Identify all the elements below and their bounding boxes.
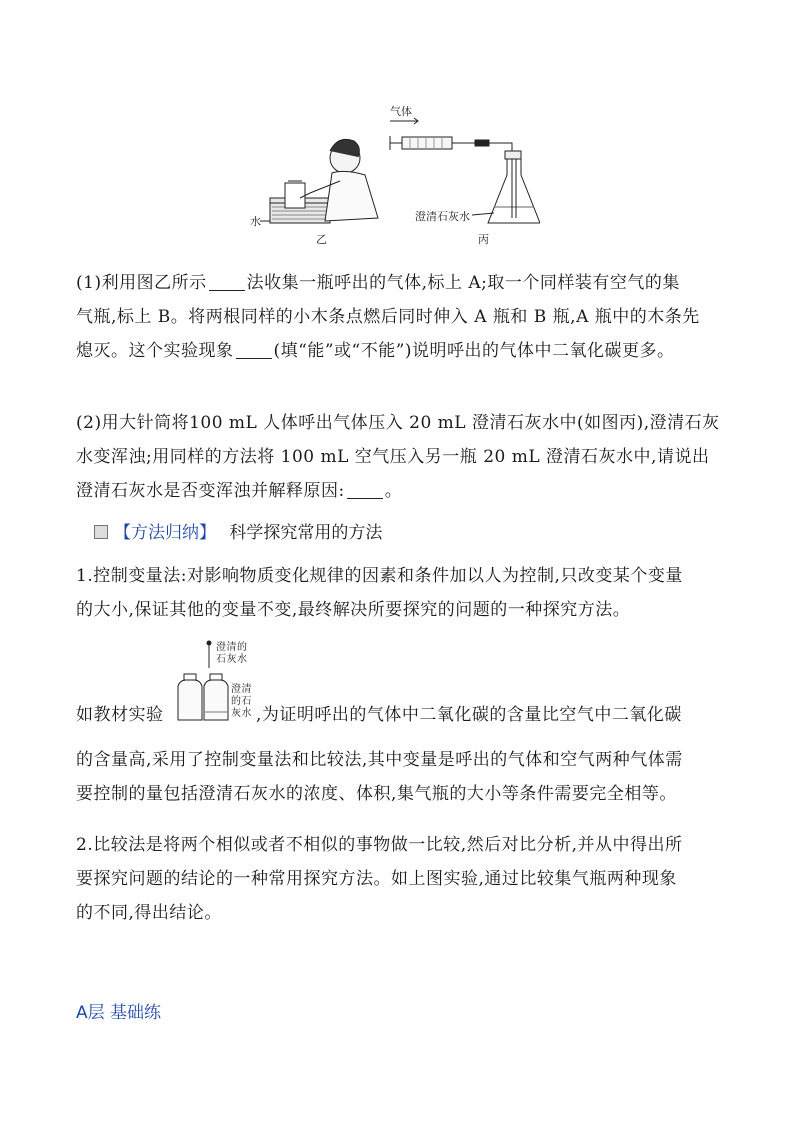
item2-line-1: 2.比较法是将两个相似或者不相似的事物做一比较,然后对比分析,并从中得出所 bbox=[76, 835, 683, 855]
item-2 bbox=[76, 828, 726, 930]
fig-label-side-1: 澄清 bbox=[231, 684, 252, 695]
method-tag: 【方法归纳】 bbox=[114, 523, 216, 543]
item2-line-3: 的不同,得出结论。 bbox=[76, 903, 222, 923]
q1-text: 熄灭。这个实验现象 bbox=[76, 341, 234, 361]
two-bottles-figure bbox=[174, 640, 260, 724]
caption-yi: 乙 bbox=[316, 233, 327, 246]
q1-text: (1)利用图乙所示 bbox=[76, 273, 207, 293]
item1-line-5: 要控制的量包括澄清石灰水的浓度、体积,集气瓶的大小等条件需要完全相等。 bbox=[76, 784, 677, 804]
item-1-figure-line bbox=[76, 640, 726, 726]
item-1-continued bbox=[76, 743, 726, 811]
q1-text: (填“能”或“不能”)说明呼出的气体中二氧化碳更多。 bbox=[273, 341, 675, 361]
answer-blank-3[interactable] bbox=[347, 480, 383, 499]
answer-blank-2[interactable] bbox=[236, 340, 272, 359]
limewater-label: 澄清石灰水 bbox=[415, 210, 470, 223]
q2-line-1: (2)用大针筒将100 mL 人体呼出气体压入 20 mL 澄清石灰水中(如图丙),澄清石灰 bbox=[76, 413, 720, 433]
item1-line-1: 1.控制变量法:对影响物质变化规律的因素和条件加以人为控制,只改变某个变量 bbox=[76, 566, 683, 586]
item1-line-4: 的含量高,采用了控制变量法和比较法,其中变量是呼出的气体和空气两种气体需 bbox=[76, 750, 683, 770]
experiment-figure bbox=[250, 103, 540, 253]
q2-text: 澄清石灰水是否变浑浊并解释原因: bbox=[76, 481, 345, 501]
section-title: A层 基础练 bbox=[76, 1003, 162, 1023]
fig-label-top-1: 澄清的 bbox=[216, 642, 248, 653]
fig-label-side-2: 的石 bbox=[231, 696, 252, 707]
answer-blank-1[interactable] bbox=[209, 272, 245, 291]
fig-label-top-2: 石灰水 bbox=[216, 654, 248, 665]
q2-line-2: 水变浑浊;用同样的方法将 100 mL 空气压入另一瓶 20 mL 澄清石灰水中,请说出 bbox=[76, 447, 710, 467]
method-summary-heading bbox=[94, 518, 382, 548]
syringe-drawing bbox=[390, 136, 512, 155]
item1-line-3a: 如教材实验 bbox=[76, 705, 164, 725]
question-1 bbox=[76, 266, 726, 368]
item-1 bbox=[76, 559, 726, 627]
student-collecting-gas-drawing bbox=[270, 139, 378, 223]
flask-drawing bbox=[488, 151, 540, 223]
method-icon bbox=[94, 525, 108, 539]
q2-line-3 bbox=[76, 474, 726, 508]
water-label: 水 bbox=[250, 215, 261, 228]
question-2 bbox=[76, 406, 726, 508]
item2-line-2: 要探究问题的结论的一种常用探究方法。如上图实验,通过比较集气瓶两种现象 bbox=[76, 869, 677, 889]
gas-label: 气体 bbox=[390, 105, 412, 118]
item1-line-3b: ,为证明呼出的气体中二氧化碳的含量比空气中二氧化碳 bbox=[256, 705, 682, 725]
q1-line-3 bbox=[76, 334, 726, 368]
q2-text: 。 bbox=[384, 481, 403, 501]
q1-text: 法收集一瓶呼出的气体,标上 A;取一个同样装有空气的集 bbox=[246, 273, 680, 293]
item1-line-2: 的大小,保证其他的变量不变,最终解决所要探究的问题的一种探究方法。 bbox=[76, 600, 631, 620]
q1-line-1 bbox=[76, 266, 726, 300]
fig-label-side-3: 灰水 bbox=[231, 708, 252, 719]
experiment-illustration bbox=[250, 103, 540, 253]
q1-line-2: 气瓶,标上 B。将两根同样的小木条点燃后同时伸入 A 瓶和 B 瓶,A 瓶中的木条先 bbox=[76, 307, 700, 327]
method-title: 科学探究常用的方法 bbox=[229, 523, 383, 543]
caption-bing: 丙 bbox=[478, 233, 489, 246]
